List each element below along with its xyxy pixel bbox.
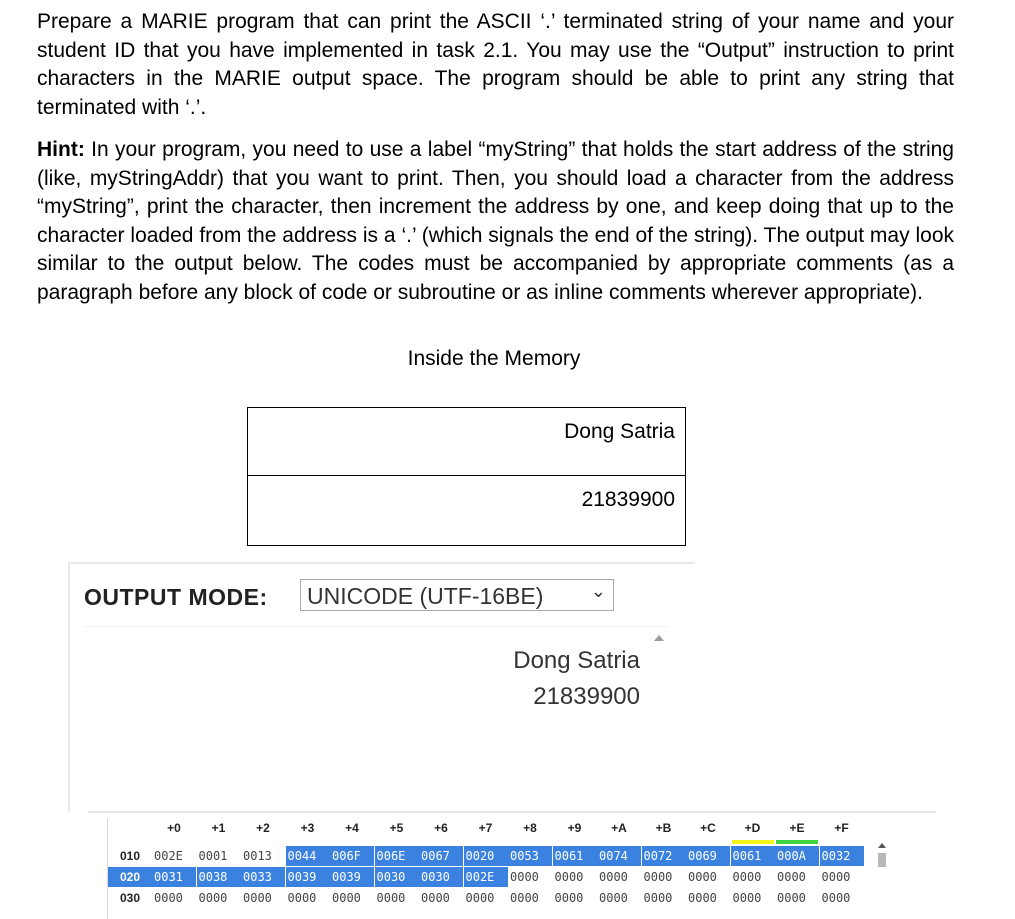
output-line-id: 21839900 xyxy=(533,683,640,710)
hint-text: In your program, you need to use a label “myString” that holds the start address of the string (like, myStringAddr) that you want to print. Then, you should load a character from the address “myString”, print the character, then increment the address by one, and keep doing that up to the character loaded from the address is a ‘.’ (which signals the end of the string). The output may look similar to the output below. The codes must be accompanied by appropriate comments (as a paragraph before any block of code or subroutine or as inline comments wherever appropriate). xyxy=(37,138,954,304)
column-header: +8 xyxy=(523,821,537,835)
memory-cell[interactable]: 0000 xyxy=(376,891,406,905)
memory-cell[interactable]: 0000 xyxy=(777,870,806,884)
output-panel xyxy=(68,562,695,812)
instruction-paragraph: Prepare a MARIE program that can print the ASCII ‘.’ terminated string of your name and your student ID that you have implemented in task 2.1. You may use the “Output” instruction to print characters in the MARIE output space. The program should be able to print any string that terminated with ‘.’. xyxy=(37,10,954,119)
memory-cell[interactable]: 0000 xyxy=(777,891,806,905)
memory-cell[interactable]: 0000 xyxy=(465,891,495,905)
column-header: +A xyxy=(611,821,627,835)
hint-paragraph xyxy=(37,136,954,308)
memory-cell[interactable]: 0039 xyxy=(286,867,330,887)
memory-cell[interactable]: 0000 xyxy=(332,891,361,905)
memory-cell[interactable]: 0000 xyxy=(510,870,539,884)
row-address-label: 010 xyxy=(119,849,141,863)
memory-cell[interactable]: 0000 xyxy=(243,891,272,905)
memory-cell[interactable]: 0000 xyxy=(732,891,762,905)
memory-cell[interactable]: 0000 xyxy=(599,870,628,884)
memory-cell[interactable]: 0000 xyxy=(599,891,628,905)
table-row xyxy=(108,846,868,868)
memory-cell[interactable]: 0000 xyxy=(821,870,851,884)
memory-cell[interactable]: 000A xyxy=(775,846,819,866)
output-area xyxy=(84,626,668,813)
memory-cell[interactable]: 006E xyxy=(375,846,419,866)
memory-cell[interactable]: 0074 xyxy=(597,846,641,866)
output-mode-select[interactable] xyxy=(300,579,614,611)
memory-cell[interactable]: 0001 xyxy=(198,849,228,863)
memory-cell[interactable]: 0000 xyxy=(510,891,539,905)
memory-cell[interactable]: 002E xyxy=(464,867,508,887)
memory-cell[interactable]: 0000 xyxy=(287,891,317,905)
divider xyxy=(88,811,936,813)
memory-cell[interactable]: 0061 xyxy=(553,846,597,866)
pc-marker xyxy=(776,840,818,844)
memory-cell[interactable]: 0000 xyxy=(554,891,584,905)
column-header: +B xyxy=(655,821,672,835)
memory-cell[interactable]: 0000 xyxy=(732,870,762,884)
memory-cell[interactable]: 002E xyxy=(154,849,183,863)
column-header: +D xyxy=(744,821,761,835)
memory-cell[interactable]: 0033 xyxy=(241,867,285,887)
column-header: +E xyxy=(789,821,805,835)
watch-marker xyxy=(732,840,774,844)
table-row xyxy=(108,867,868,889)
column-header: +C xyxy=(700,821,716,835)
memory-cell[interactable]: 0013 xyxy=(243,849,272,863)
memory-grid-header xyxy=(108,818,868,840)
row-address-label: 030 xyxy=(119,891,141,905)
column-header: +F xyxy=(834,821,849,835)
scroll-up-icon[interactable] xyxy=(878,843,886,848)
memory-cell[interactable]: 0000 xyxy=(154,891,183,905)
chevron-down-icon: ⌄ xyxy=(590,581,606,601)
memory-cell[interactable]: 0000 xyxy=(198,891,228,905)
memory-cell[interactable]: 0038 xyxy=(197,867,241,887)
memory-cell[interactable]: 0039 xyxy=(330,867,374,887)
memory-cell[interactable]: 0000 xyxy=(421,891,450,905)
memory-cell[interactable]: 0000 xyxy=(554,870,584,884)
memory-cell[interactable]: 0030 xyxy=(375,867,419,887)
row-address-label: 020 xyxy=(108,867,152,887)
column-header: +9 xyxy=(567,821,582,835)
output-mode-value: UNICODE (UTF-16BE) xyxy=(307,583,544,609)
memory-grid xyxy=(107,818,868,919)
memory-cell[interactable]: 0020 xyxy=(464,846,508,866)
column-header: +6 xyxy=(434,821,448,835)
memory-cell[interactable]: 006F xyxy=(330,846,374,866)
memory-grid-scrollbar[interactable] xyxy=(877,843,887,919)
column-header: +4 xyxy=(345,821,359,835)
memory-cell[interactable]: 0030 xyxy=(419,867,463,887)
memory-table-id-cell: 21839900 xyxy=(581,488,675,511)
column-header: +0 xyxy=(167,821,181,835)
output-mode-label: OUTPUT MODE: xyxy=(84,584,268,610)
memory-cell[interactable]: 0031 xyxy=(152,867,196,887)
memory-cell[interactable]: 0072 xyxy=(642,846,686,866)
memory-cell[interactable]: 0061 xyxy=(731,846,775,866)
column-header: +2 xyxy=(256,821,270,835)
memory-cell[interactable]: 0000 xyxy=(688,891,717,905)
memory-cell[interactable]: 0053 xyxy=(508,846,552,866)
column-header: +7 xyxy=(478,821,493,835)
memory-cell[interactable]: 0000 xyxy=(643,870,673,884)
scroll-up-icon[interactable] xyxy=(654,635,664,641)
output-line-name: Dong Satria xyxy=(513,647,640,674)
table-row xyxy=(108,888,868,910)
memory-cell[interactable]: 0067 xyxy=(419,846,463,866)
memory-cell[interactable]: 0069 xyxy=(686,846,730,866)
scrollbar-thumb[interactable] xyxy=(878,853,886,867)
memory-cell[interactable]: 0000 xyxy=(643,891,673,905)
memory-cell[interactable]: 0044 xyxy=(286,846,330,866)
memory-table-name-cell: Dong Satria xyxy=(248,408,685,476)
output-text xyxy=(513,643,640,715)
memory-cell[interactable]: 0000 xyxy=(688,870,717,884)
memory-table xyxy=(247,407,686,546)
memory-caption: Inside the Memory xyxy=(407,347,581,370)
column-header: +1 xyxy=(211,821,226,835)
memory-cell[interactable]: 0000 xyxy=(821,891,851,905)
column-header: +3 xyxy=(300,821,315,835)
memory-cell[interactable]: 0032 xyxy=(820,846,864,866)
hint-label: Hint: xyxy=(37,138,85,161)
column-header: +5 xyxy=(389,821,404,835)
